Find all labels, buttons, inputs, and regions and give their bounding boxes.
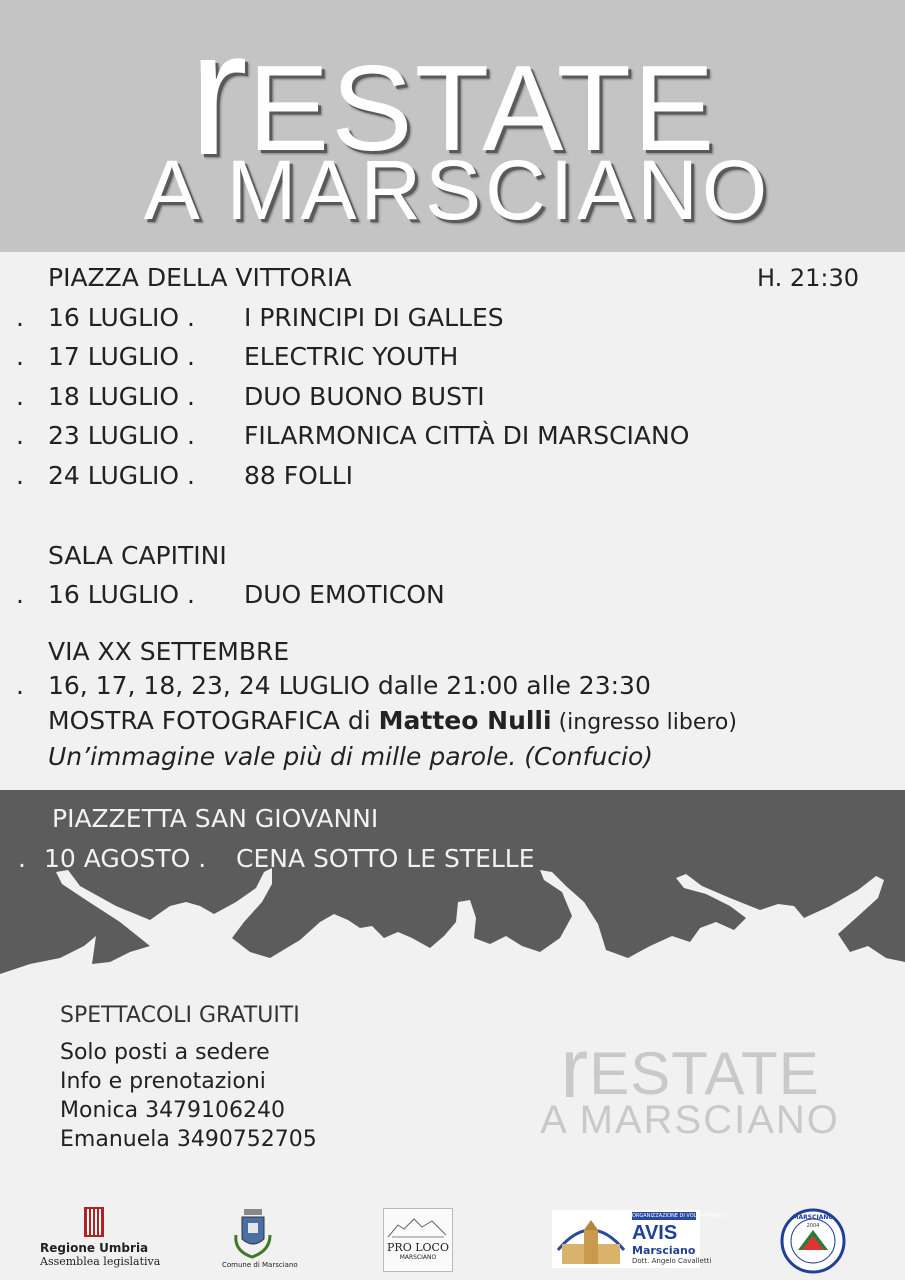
sponsor-comune-marsciano: Comune di Marsciano [222, 1205, 284, 1273]
church-icon [554, 1210, 628, 1268]
event-row: . 23 LUGLIO . FILARMONICA CITTÀ DI MARSCIANO [16, 421, 690, 450]
regione-umbria-icon [84, 1207, 104, 1237]
venue-piazzetta-san-giovanni: PIAZZETTA SAN GIOVANNI [52, 804, 379, 833]
event-row: . 16 LUGLIO . DUO EMOTICON [16, 580, 445, 609]
secondary-logo: rESTATE [560, 1021, 820, 1115]
event-row: . 18 LUGLIO . DUO BUONO BUSTI [16, 382, 485, 411]
crowd-silhouette [0, 866, 905, 1006]
coat-of-arms-icon [230, 1205, 276, 1261]
sponsor-avis: ORGANIZZAZIONE DI VOLONTARIATO AVIS Marsciano Dott. Angelo Cavalletti [552, 1210, 700, 1268]
pro-loco-sketch-icon [384, 1211, 450, 1241]
info-block: Solo posti a sedere Info e prenotazioni Monica 3479106240 Emanuela 3490752705 [60, 1040, 317, 1152]
piazzetta-event: CENA SOTTO LE STELLE [236, 844, 535, 873]
venue-piazza-vittoria: PIAZZA DELLA VITTORIA [48, 263, 352, 292]
sponsor-pro-loco: PRO LOCO MARSCIANO [383, 1208, 453, 1272]
sponsor-regione-umbria: Regione Umbria Assemblea legislativa [40, 1205, 148, 1273]
piazzetta-band: PIAZZETTA SAN GIOVANNI . 10 AGOSTO . CENA SOTTO LE STELLE [0, 790, 905, 1005]
venue-sala-capitini: SALA CAPITINI [48, 541, 227, 570]
venue-via-xx-settembre: VIA XX SETTEMBRE [48, 637, 290, 666]
exhibit-dates-row: . 16, 17, 18, 23, 24 LUGLIO dalle 21:00 alle 23:30 [16, 671, 651, 700]
free-shows-heading: SPETTACOLI GRATUITI [60, 1003, 300, 1028]
piazzetta-date: 10 AGOSTO . [44, 844, 207, 873]
event-row: . 17 LUGLIO . ELECTRIC YOUTH [16, 342, 459, 371]
quote-line: Un’immagine vale più di mille parole. (Confucio) [48, 742, 654, 771]
event-row: . 24 LUGLIO . 88 FOLLI [16, 461, 354, 490]
header-banner [0, 0, 905, 252]
main-title: rESTATE [188, 0, 717, 192]
main-subtitle: A MARSCIANO [143, 143, 772, 237]
event-row: . 16 LUGLIO . I PRINCIPI DI GALLES [16, 303, 504, 332]
start-time: H. 21:30 [756, 264, 859, 292]
artist-name: Matteo Nulli [378, 706, 552, 735]
sponsor-badge: MARSCIANO 2004 [780, 1208, 846, 1274]
exhibit-line: MOSTRA FOTOGRAFICA di Matteo Nulli (ingresso libero) [48, 706, 737, 735]
secondary-logo-subtitle: A MARSCIANO [540, 1098, 840, 1142]
